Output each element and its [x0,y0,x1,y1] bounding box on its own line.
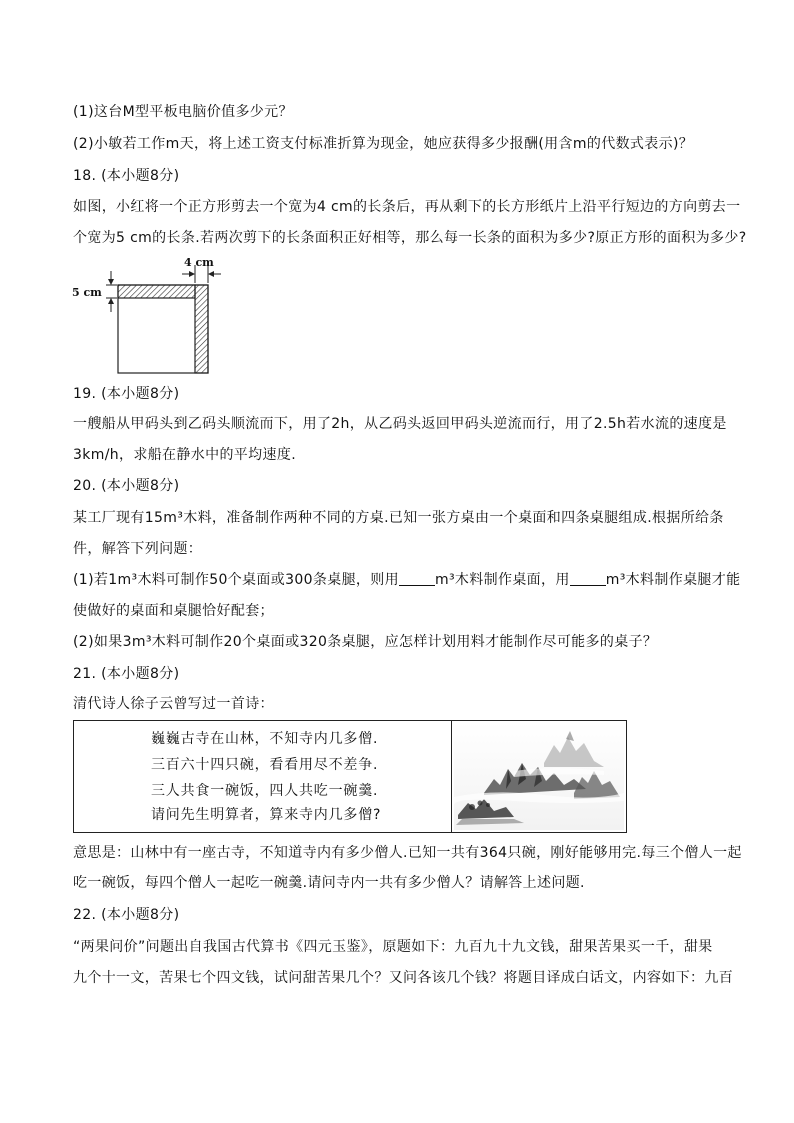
q20-item-1 [73,570,740,590]
q20-item-1-part-3: m³木料制作桌腿才能 [605,572,741,588]
poem-line-3: 三人共食一碗饭，四人共吃一碗羹. [151,783,379,799]
q20-item-1-part-1: (1)若1m³木料可制作50个桌面或300条桌腿，则用 [73,572,399,588]
q20-header: 20. (本小题8分) [73,478,180,494]
q17-item-2: (2)小敏若工作m天，将上述工资支付标准折算为现金，她应获得多少报酬(用含m的代数式表示)？ [73,136,694,152]
q18-text-line-1: 如图，小红将一个正方形剪去一个宽为4 cm的长条后，再从剩下的长方形纸片上沿平行短边的方向剪去一 [73,199,741,215]
q18-figure [70,255,230,377]
q18-header: 18. (本小题8分) [73,168,180,184]
q21-explain-line-2: 吃一碗饭，每四个僧人一起吃一碗羹.请问寺内一共有多少僧人？请解答上述问题. [73,875,585,891]
answer-blank-2[interactable] [570,571,606,586]
q19-text-line-1: 一艘船从甲码头到乙码头顺流而下，用了2h，从乙码头返回甲码头逆流而行，用了2.5h若水流的速度是 [73,416,727,432]
q21-intro: 清代诗人徐子云曾写过一首诗： [73,696,274,712]
q21-header: 21. (本小题8分) [73,666,180,682]
q19-header: 19. (本小题8分) [73,386,180,402]
poem-table [73,720,627,833]
q22-header: 22. (本小题8分) [73,907,180,923]
q20-text-line-2: 件，解答下列问题： [73,541,203,557]
q22-text-line-2: 九个十一文，苦果七个四文钱，试问甜苦果几个？又问各该几个钱？将题目译成白话文，内容如下：九百 [73,970,734,986]
q20-item-2: (2)如果3m³木料可制作20个桌面或320条桌腿，应怎样计划用料才能制作尽可能多的桌子？ [73,634,658,650]
q20-item-1-part-2: m³木料制作桌面，用 [434,572,570,588]
poem-line-1: 巍巍古寺在山林，不知寺内几多僧. [151,731,379,747]
answer-blank-1[interactable] [399,571,435,586]
mountain-landscape-image [454,723,624,830]
poem-line-2: 三百六十四只碗，看看用尽不差争. [151,757,379,773]
q21-explain-line-1: 意思是：山林中有一座古寺，不知道寺内有多少僧人.已知一共有364只碗，刚好能够用完.每三个僧人一起 [73,845,742,861]
q19-text-line-2: 3km/h，求船在静水中的平均速度. [73,447,296,463]
q18-text-line-2: 个宽为5 cm的长条.若两次剪下的长条面积正好相等，那么每一长条的面积为多少?原正方形的面积为多少? [73,230,747,246]
poem-line-4: 请问先生明算者，算来寺内几多僧? [151,807,382,823]
figure-label-5cm: 5 cm [72,286,102,299]
figure-label-4cm: 4 cm [184,256,214,269]
q17-item-1: (1)这台M型平板电脑价值多少元？ [73,104,293,120]
table-divider [451,721,452,832]
right-strip [195,285,208,373]
q22-text-line-1: “两果问价”问题出自我国古代算书《四元玉鉴》，原题如下：九百九十九文钱，甜果苦果买一千，甜果 [73,939,713,955]
q20-item-1-line-2: 使做好的桌面和桌腿恰好配套； [73,603,274,619]
top-strip [118,285,195,298]
q20-text-line-1: 某工厂现有15m³木料，准备制作两种不同的方桌.已知一张方桌由一个桌面和四条桌腿组成.根据所给条 [73,510,724,526]
